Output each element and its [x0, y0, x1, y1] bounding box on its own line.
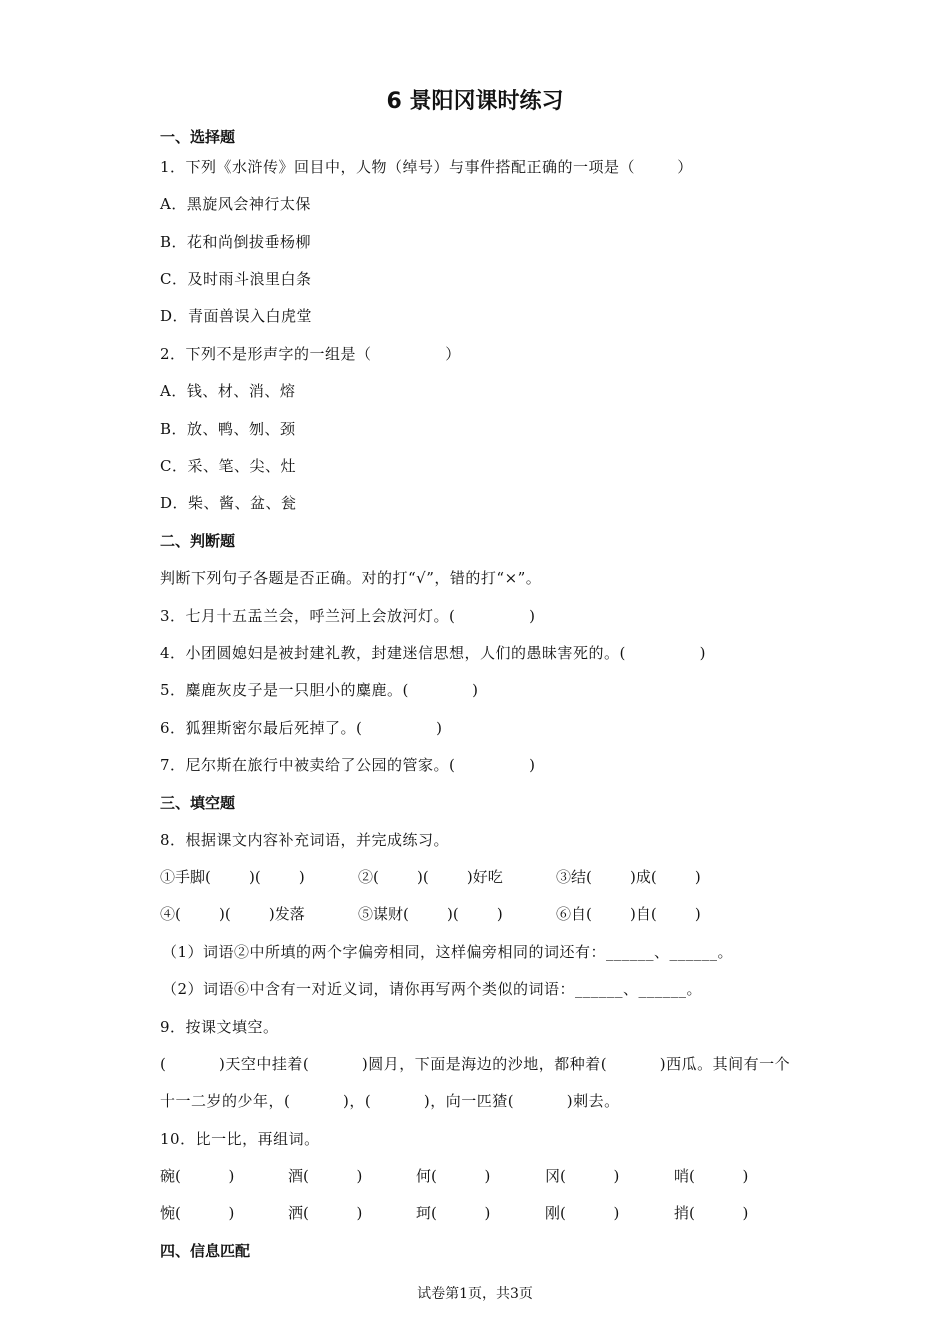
question-10-item: 洒( ) — [288, 1204, 363, 1222]
question-2-option-a: A．钱、材、消、熔 — [160, 382, 296, 400]
question-10-item: 酒( ) — [288, 1167, 363, 1185]
page-footer: 试卷第1页，共3页 — [417, 1286, 533, 1302]
question-10-stem: 10．比一比，再组词。 — [160, 1130, 320, 1148]
question-8-stem: 8．根据课文内容补充词语，并完成练习。 — [160, 831, 450, 849]
page-title: 6 景阳冈课时练习 — [386, 89, 564, 114]
question-9-line-2: 十一二岁的少年，( )，( )，向一匹猹( )刺去。 — [160, 1092, 620, 1110]
question-10-item: 何( ) — [416, 1167, 491, 1185]
question-8-item: ②( )( )好吃 — [358, 868, 503, 886]
section-heading-match: 四、信息匹配 — [160, 1242, 251, 1260]
question-10-item: 碗( ) — [160, 1167, 235, 1185]
question-6: 6．狐狸斯密尔最后死掉了。( ) — [160, 719, 443, 737]
question-8-item: ①手脚( )( ) — [160, 868, 305, 886]
question-10-item: 珂( ) — [416, 1204, 491, 1222]
question-2-option-c: C．采、笔、尖、灶 — [160, 457, 296, 475]
question-10-item: 哨( ) — [674, 1167, 749, 1185]
question-1-stem: 1．下列《水浒传》回目中，人物（绰号）与事件搭配正确的一项是（ ） — [160, 158, 693, 176]
question-9-line-1: ( )天空中挂着( )圆月，下面是海边的沙地，都种着( )西瓜。其间有一个 — [160, 1055, 791, 1073]
question-2-option-d: D．柴、酱、盆、瓮 — [160, 494, 297, 512]
question-8-sub-2: （2）词语⑥中含有一对近义词，请你再写两个类似的词语：______、______。 — [162, 980, 703, 998]
question-8-item: ③结( )成( ) — [556, 868, 701, 886]
question-1-option-d: D．青面兽误入白虎堂 — [160, 307, 313, 325]
question-3: 3．七月十五盂兰会，呼兰河上会放河灯。( ) — [160, 607, 536, 625]
question-8-item: ⑤谋财( )( ) — [358, 905, 503, 923]
question-7: 7．尼尔斯在旅行中被卖给了公园的管家。( ) — [160, 756, 536, 774]
question-1-option-b: B．花和尚倒拔垂杨柳 — [160, 233, 312, 251]
question-1-option-c: C．及时雨斗浪里白条 — [160, 270, 312, 288]
question-10-item: 冈( ) — [545, 1167, 620, 1185]
question-2-option-b: B．放、鸭、刎、颈 — [160, 420, 296, 438]
section-heading-fill: 三、填空题 — [160, 794, 236, 812]
question-9-stem: 9．按课文填空。 — [160, 1018, 279, 1036]
question-10-item: 捎( ) — [674, 1204, 749, 1222]
question-5: 5．麋鹿灰皮子是一只胆小的麋鹿。( ) — [160, 681, 479, 699]
question-1-option-a: A．黑旋风会神行太保 — [160, 195, 311, 213]
question-10-item: 刚( ) — [545, 1204, 620, 1222]
question-8-item: ④( )( )发落 — [160, 905, 305, 923]
question-2-stem: 2．下列不是形声字的一组是（ ） — [160, 345, 461, 363]
judge-intro: 判断下列句子各题是否正确。对的打“√”，错的打“×”。 — [160, 569, 542, 587]
question-10-item: 惋( ) — [160, 1204, 235, 1222]
question-4: 4．小团圆媳妇是被封建礼教，封建迷信思想，人们的愚昧害死的。( ) — [160, 644, 707, 662]
section-heading-choice: 一、选择题 — [160, 128, 236, 146]
question-8-item: ⑥自( )自( ) — [556, 905, 701, 923]
section-heading-judge: 二、判断题 — [160, 532, 236, 550]
question-8-sub-1: （1）词语②中所填的两个字偏旁相同，这样偏旁相同的词还有：______、______。 — [162, 943, 734, 961]
